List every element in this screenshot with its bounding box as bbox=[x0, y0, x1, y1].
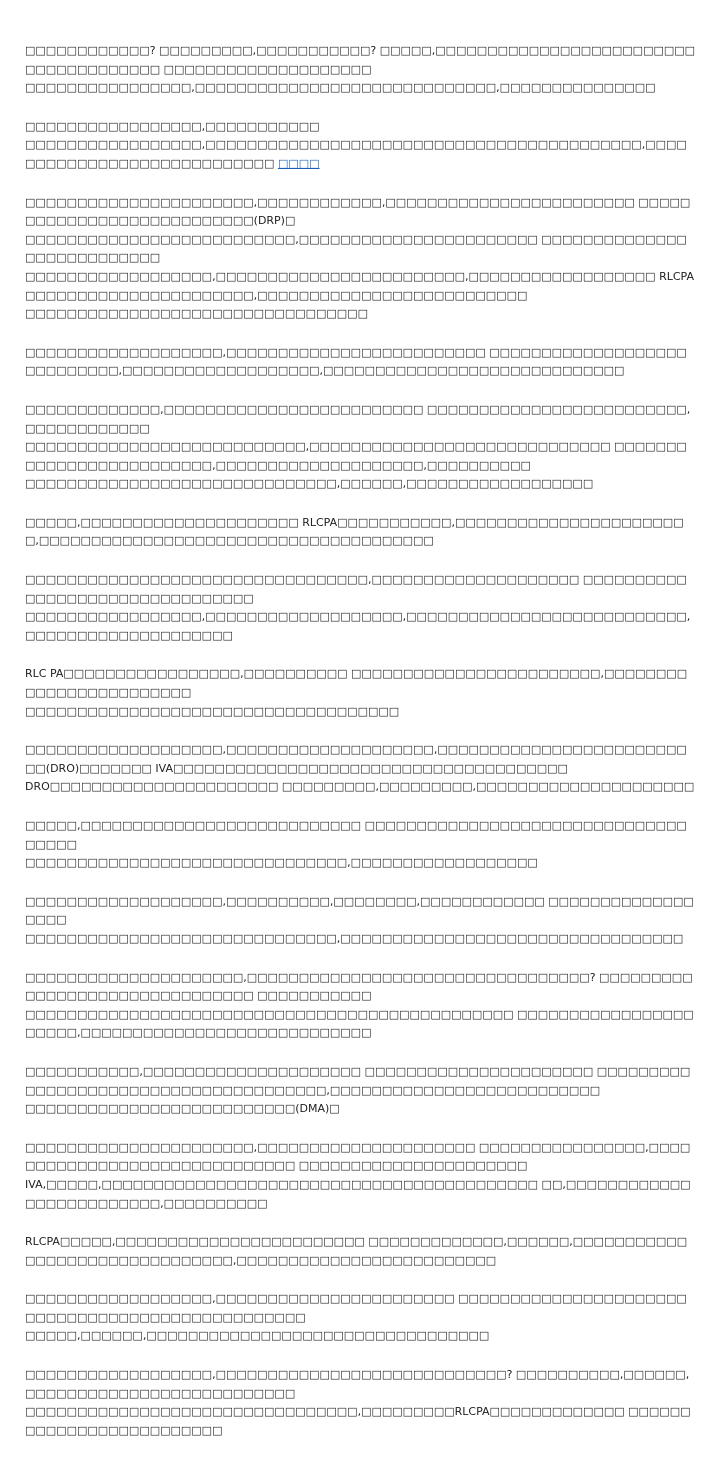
paragraph-16: □□□□□□□□□□□□□□□□□□,□□□□□□□□□□□□□□□□□□□□□□□ □□□□□□□□□□□□□□□□□□□□□□□□□□□□□□□□□□□□□□□□□□□□□□□□□ □□□□□,□□□□□□,□□□□□□□□□□□□□□□□□□□□□□□□□□□□□□□□□ bbox=[25, 1292, 687, 1343]
paragraph-13: □□□□□□□□□□□,□□□□□□□□□□□□□□□□□□□□□ □□□□□□□□□□□□□□□□□□□□□□ □□□□□□□□□□□□□□□□□□□□□□□□□□□□□□□□□□□□□□,□□□□□□□□□□□□□□□□□□□□□□□□□□ □□□□□□□□□□□□□□□□□□□□□□□□□□(DMA)□ bbox=[25, 1064, 691, 1116]
paragraph-17: □□□□□□□□□□□□□□□□□□,□□□□□□□□□□□□□□□□□□□□□□□□□□□□? □□□□□□□□□□,□□□□□□,□□□□□□□□□□□□□□□□□□□□□□□□□□ □□□□□□□□□□□□□□□□□□□□□□□□□□□□□□□□,□□□□□□□□□RLCPA□□□□□□□□□□□□□ □□□□□□□□□□□□□□□□□□□□□□□□□ bbox=[25, 1368, 691, 1437]
paragraph-11: □□□□□□□□□□□□□□□□□□□,□□□□□□□□□□,□□□□□□□□,□□□□□□□□□□□□ □□□□□□□□□□□□□□□□□□ □□□□□□□□□□□□□□□□□□□□□□□□□□□□□□,□□□□□□□□□□□□□□□□□□□□□□□□□□□□□□□□□ bbox=[25, 894, 694, 945]
paragraph-10: □□□□□,□□□□□□□□□□□□□□□□□□□□□□□□□□□ □□□□□□□□□□□□□□□□□□□□□□□□□□□□□□□□□□□□ □□□□□□□□□□□□□□□□□□□□□□□□□□□□□□□,□□□□□□□□□□□□□□□□□□ bbox=[25, 819, 687, 870]
paragraph-9: □□□□□□□□□□□□□□□□□□□,□□□□□□□□□□□□□□□□□□□□,□□□□□□□□□□□□□□□□□□□□□□□□□□(DRO)□□□□□□□ IVA□□□□□□□□□□□□□□□□□□□□□□□□□□□□□□□□□□□□□□ DRO□□□□□□□□□□□□□□□□□□□□□□ □□□□□□□□□,□□□□□□□□□,□□□□□□□□□□□□□□□□□□□□□ bbox=[25, 743, 695, 794]
paragraph-8: RLC PA□□□□□□□□□□□□□□□□□,□□□□□□□□□□ □□□□□□□□□□□□□□□□□□□□□□□□,□□□□□□□□□□□□□□□□□□□□□□□□ □□□□□□□□□□□□□□□□□□□□□□□□□□□□□□□□□□□□ bbox=[25, 667, 688, 718]
paragraph-2 bbox=[25, 118, 697, 174]
article-body bbox=[25, 42, 697, 1460]
paragraph-3: □□□□□□□□□□□□□□□□□□□□□□,□□□□□□□□□□□□,□□□□□□□□□□□□□□□□□□□□□□□□ □□□□□□□□□□□□□□□□□□□□□□□□□□□(DRP)□ □□□□□□□□□□□□□□□□□□□□□□□□□□,□□□□□□□□□□□□□□□□□□□□□□□ □□□□□□□□□□□□□□□□□□□□□□□□□□□ □□□□□□□□□□□□□□□□□□,□□□□□□□□□□□□□□□□□□□□□□□□,□□□□□□□□□□□□□□□□□□ RLCPA□□□□□□□□□□□□□□□□□□□□□□,□□□□□□□□□□□□□□□□□□□□□□□□□□ □□□□□□□□□□□□□□□□□□□□□□□□□□□□□□□□□ bbox=[25, 195, 694, 321]
paragraph-1: □□□□□□□□□□□□? □□□□□□□□□,□□□□□□□□□□□? □□□□□,□□□□□□□□□□□□□□□□□□□□□□□□□□□□□□□□□□□□□□ □□□□□□□□□□□□□□□□□□□□ □□□□□□□□□□□□□□□□,□□□□□□□□□□□□□□□□□□□□□□□□□□□□□,□□□□□□□□□□□□□□□ bbox=[25, 44, 696, 95]
paragraph-5: □□□□□□□□□□□□□,□□□□□□□□□□□□□□□□□□□□□□□□□ □□□□□□□□□□□□□□□□□□□□□□□□□,□□□□□□□□□□□□ □□□□□□□□□□□□□□□□□□□□□□□□□□□,□□□□□□□□□□□□□□□□□□□□□□□□□□□□□ □□□□□□□□□□□□□□□□□□□□□□□□□,□□□□□□□□□□□□□□□□□□□□,□□□□□□□□□□ □□□□□□□□□□□□□□□□□□□□□□□□□□□□□□,□□□□□□,□□□□□□□□□□□□□□□□□□ bbox=[25, 402, 691, 491]
paragraph-7: □□□□□□□□□□□□□□□□□□□□□□□□□□□□□□□□□,□□□□□□□□□□□□□□□□□□□□ □□□□□□□□□□□□□□□□□□□□□□□□□□□□□□□□ □□□□□□□□□□□□□□□□□,□□□□□□□□□□□□□□□□□□□,□□□□□□□□□□□□□□□□□□□□□□□□□□□,□□□□□□□□□□□□□□□□□□□□ bbox=[25, 573, 691, 642]
paragraph-4: □□□□□□□□□□□□□□□□□□□,□□□□□□□□□□□□□□□□□□□□□□□□□ □□□□□□□□□□□□□□□□□□□□□□□□□□□□,□□□□□□□□□□□□□□□□□□□,□□□□□□□□□□□□□□□□□□□□□□□□□□□□□ bbox=[25, 345, 687, 378]
paragraph-12: □□□□□□□□□□□□□□□□□□□□□,□□□□□□□□□□□□□□□□□□□□□□□□□□□□□□□□□? □□□□□□□□□□□□□□□□□□□□□□□□□□□□□□□ □□□□□□□□□□□ □□□□□□□□□□□□□□□□□□□□□□□□□□□□□□□□□□□□□□□□□□□□□□□ □□□□□□□□□□□□□□□□□□□□□□,□□□□□□□□□□□□□□□□□□□□□□□□□□□□ bbox=[25, 970, 694, 1040]
paragraph-14: □□□□□□□□□□□□□□□□□□□□□□,□□□□□□□□□□□□□□□□□□□□□ □□□□□□□□□□□□□□□□,□□□□□□□□□□□□□□□□□□□□□□□□□□□□□□ □□□□□□□□□□□□□□□□□□□□□□ IVA,□□□□□,□□□□□□□□□□□□□□□□□□□□□□□□□□□□□□□□□□□□□□□□□□ □□,□□□□□□□□□□□□□□□□□□□□□□□□□,□□□□□□□□□□ bbox=[25, 1140, 691, 1210]
paragraph-2-text: □□□□□□□□□□□□□□□□□,□□□□□□□□□□□ □□□□□□□□□□□□□□□□□,□□□□□□□□□□□□□□□□□□□□□□□□□□□□□□□□□□□□□□□□□□,□□□□□□□□□□□□□□□□□□□□□□□□□□□□ bbox=[25, 119, 687, 170]
paragraph-2-link[interactable]: □□□□ bbox=[277, 156, 320, 170]
paragraph-6: □□□□□,□□□□□□□□□□□□□□□□□□□□□ RLCPA□□□□□□□□□□□,□□□□□□□□□□□□□□□□□□□□□□□,□□□□□□□□□□□□□□□□□□□□□□□□□□□□□□□□□□□□□□ bbox=[25, 515, 684, 548]
paragraph-15: RLCPA□□□□□,□□□□□□□□□□□□□□□□□□□□□□□□ □□□□□□□□□□□□□,□□□□□□,□□□□□□□□□□□ □□□□□□□□□□□□□□□□□□□□,□□□□□□□□□□□□□□□□□□□□□□□□□ bbox=[25, 1235, 688, 1267]
